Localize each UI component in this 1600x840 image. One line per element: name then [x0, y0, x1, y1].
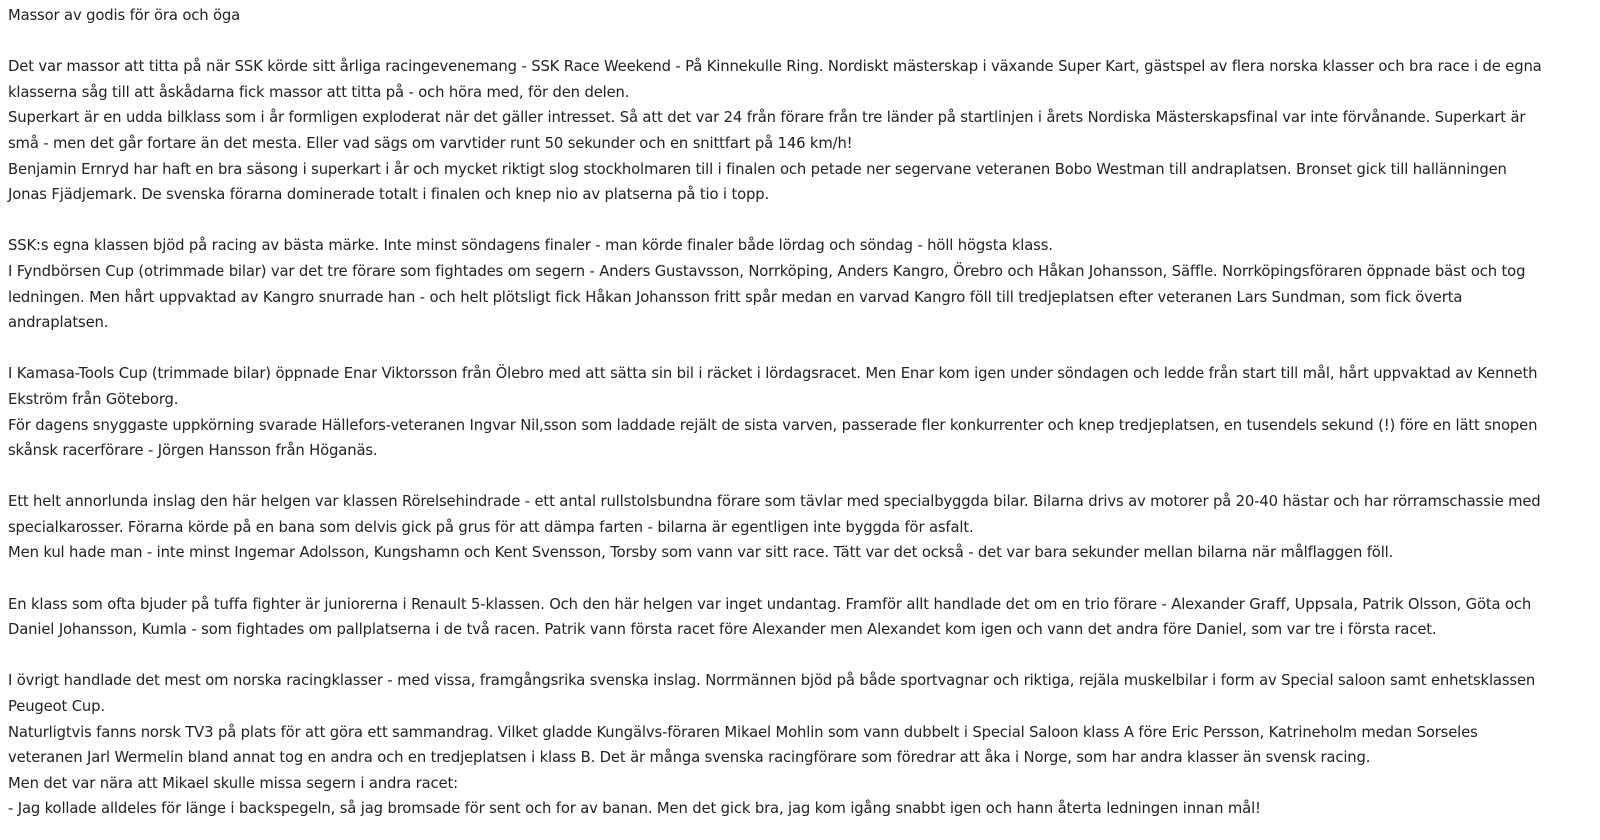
blank-line — [8, 464, 1594, 490]
blank-line — [8, 643, 1594, 669]
text-line: I Fyndbörsen Cup (otrimmade bilar) var det tre förare som fightades om segern - Anders Gustavsson, Norrköping, Anders Kangro, Örebro och Håkan Johansson, Säffle. Norrköpingsföraren öppnade bäst och tog — [8, 262, 1526, 280]
text-line: Peugeot Cup. — [8, 698, 105, 716]
text-line: I övrigt handlade det mest om norska racingklasser - med vissa, framgångsrika svenska inslag. Norrmännen bjöd på både sportvagnar och riktiga, rejäla muskelbilar i form av Special saloon samt enhetsklassen — [8, 672, 1536, 690]
text-line: Det var massor att titta på när SSK körde sitt årliga racingevenemang - SSK Race Weekend - På Kinnekulle Ring. Nordiskt mästerskap i växande Super Kart, gästspel av flera norska klasser och bra race i de egna — [8, 58, 1542, 76]
text-line: små - men det går fortare än det mesta. Eller vad sägs om varvtider runt 50 sekunder och en snittfart på 146 km/h! — [8, 134, 853, 152]
text-line: Superkart är en udda bilklass som i år formligen exploderat när det gäller intresset. Så att det var 24 från förare från tre länder på startlinjen i årets Nordiska Mästerskapsfinal var inte förvånande. Superkart är — [8, 109, 1526, 127]
blank-line — [8, 336, 1594, 362]
text-line: andraplatsen. — [8, 314, 109, 332]
text-line: Jonas Fjädjemark. De svenska förarna dominerade totalt i finalen och knep nio av platserna på tio i topp. — [8, 186, 770, 204]
text-line: - Jag kollade alldeles för länge i backspegeln, så jag bromsade för sent och for av banan. Men det gick bra, jag kom igång snabbt igen och hann återta ledningen innan mål! — [8, 800, 1261, 818]
text-line: Daniel Johansson, Kumla - som fightades om pallplatserna i de två racen. Patrik vann första racet före Alexander men Alexandet kom igen och vann det andra före Daniel, som var tre i första racet. — [8, 621, 1437, 639]
text-line: skånsk racerförare - Jörgen Hansson från Höganäs. — [8, 442, 378, 460]
text-line: klasserna såg till att åskådarna fick massor att titta på - och höra med, för den delen. — [8, 83, 630, 101]
text-line: För dagens snyggaste uppkörning svarade Hällefors-veteranen Ingvar Nil,sson som laddade rejält de sista varven, passerade fler konkurrenter och knep tredjeplatsen, en tusendels sekund (!) före en lätt snopen — [8, 416, 1538, 434]
text-line: ledningen. Men hårt uppvaktad av Kangro snurrade han - och helt plötsligt fick Håkan Johansson fritt spår medan en varvad Kangro föll till tredjeplatsen efter veteranen Lars Sundman, som fick överta — [8, 288, 1463, 306]
text-line: veteranen Jarl Wermelin bland annat tog en andra och en tredjeplatsen i klass B. Det är många svenska racingförare som föredrar att åka i Norge, som har andra klasser än svensk racing. — [8, 749, 1371, 767]
blank-line — [8, 566, 1594, 592]
text-line: I Kamasa-Tools Cup (trimmade bilar) öppnade Enar Viktorsson från Ölebro med att sätta sin bil i räcket i lördagsracet. Men Enar kom igen under söndagen och ledde från start till mål, hårt uppvaktad av Kenneth — [8, 365, 1538, 383]
text-line: Ett helt annorlunda inslag den här helgen var klassen Rörelsehindrade - ett antal rullstolsbundna förare som tävlar med specialbyggda bilar. Bilarna drivs av motorer på 20-40 hästar och har rörramschassie med — [8, 493, 1541, 511]
text-line: SSK:s egna klassen bjöd på racing av bästa märke. Inte minst söndagens finaler - man körde finaler både lördag och söndag - höll högsta klass. — [8, 237, 1053, 255]
text-line: Men det var nära att Mikael skulle missa segern i andra racet: — [8, 774, 458, 792]
article-title: Massor av godis för öra och öga — [8, 7, 241, 24]
article-body — [8, 3, 1594, 822]
text-line: Benjamin Ernryd har haft en bra säsong i superkart i år och mycket riktigt slog stockholmaren till i finalen och petade ner segervane veteranen Bobo Westman till andraplatsen. Bronset gick till hallänningen — [8, 160, 1507, 178]
text-line: En klass som ofta bjuder på tuffa fighter är juniorerna i Renault 5-klassen. Och den här helgen var inget undantag. Framför allt handlade det om en trio förare - Alexander Graff, Uppsala, Patrik Olsson, Göta och — [8, 595, 1532, 613]
text-line: Men kul hade man - inte minst Ingemar Adolsson, Kungshamn och Kent Svensson, Torsby som vann var sitt race. Tätt var det också - det var bara sekunder mellan bilarna när målflaggen föll. — [8, 544, 1394, 562]
blank-line — [8, 208, 1594, 234]
blank-line — [8, 29, 1594, 55]
text-line: Naturligtvis fanns norsk TV3 på plats för att göra ett sammandrag. Vilket gladde Kungälvs-föraren Mikael Mohlin som vann dubbelt i Special Saloon klass A före Eric Persson, Katrineholm medan Sorseles — [8, 723, 1478, 741]
text-line: specialkarosser. Förarna körde på en bana som delvis gick på grus för att dämpa farten - bilarna är egentligen inte byggda för asfalt. — [8, 518, 974, 536]
text-line: Ekström från Göteborg. — [8, 390, 179, 408]
